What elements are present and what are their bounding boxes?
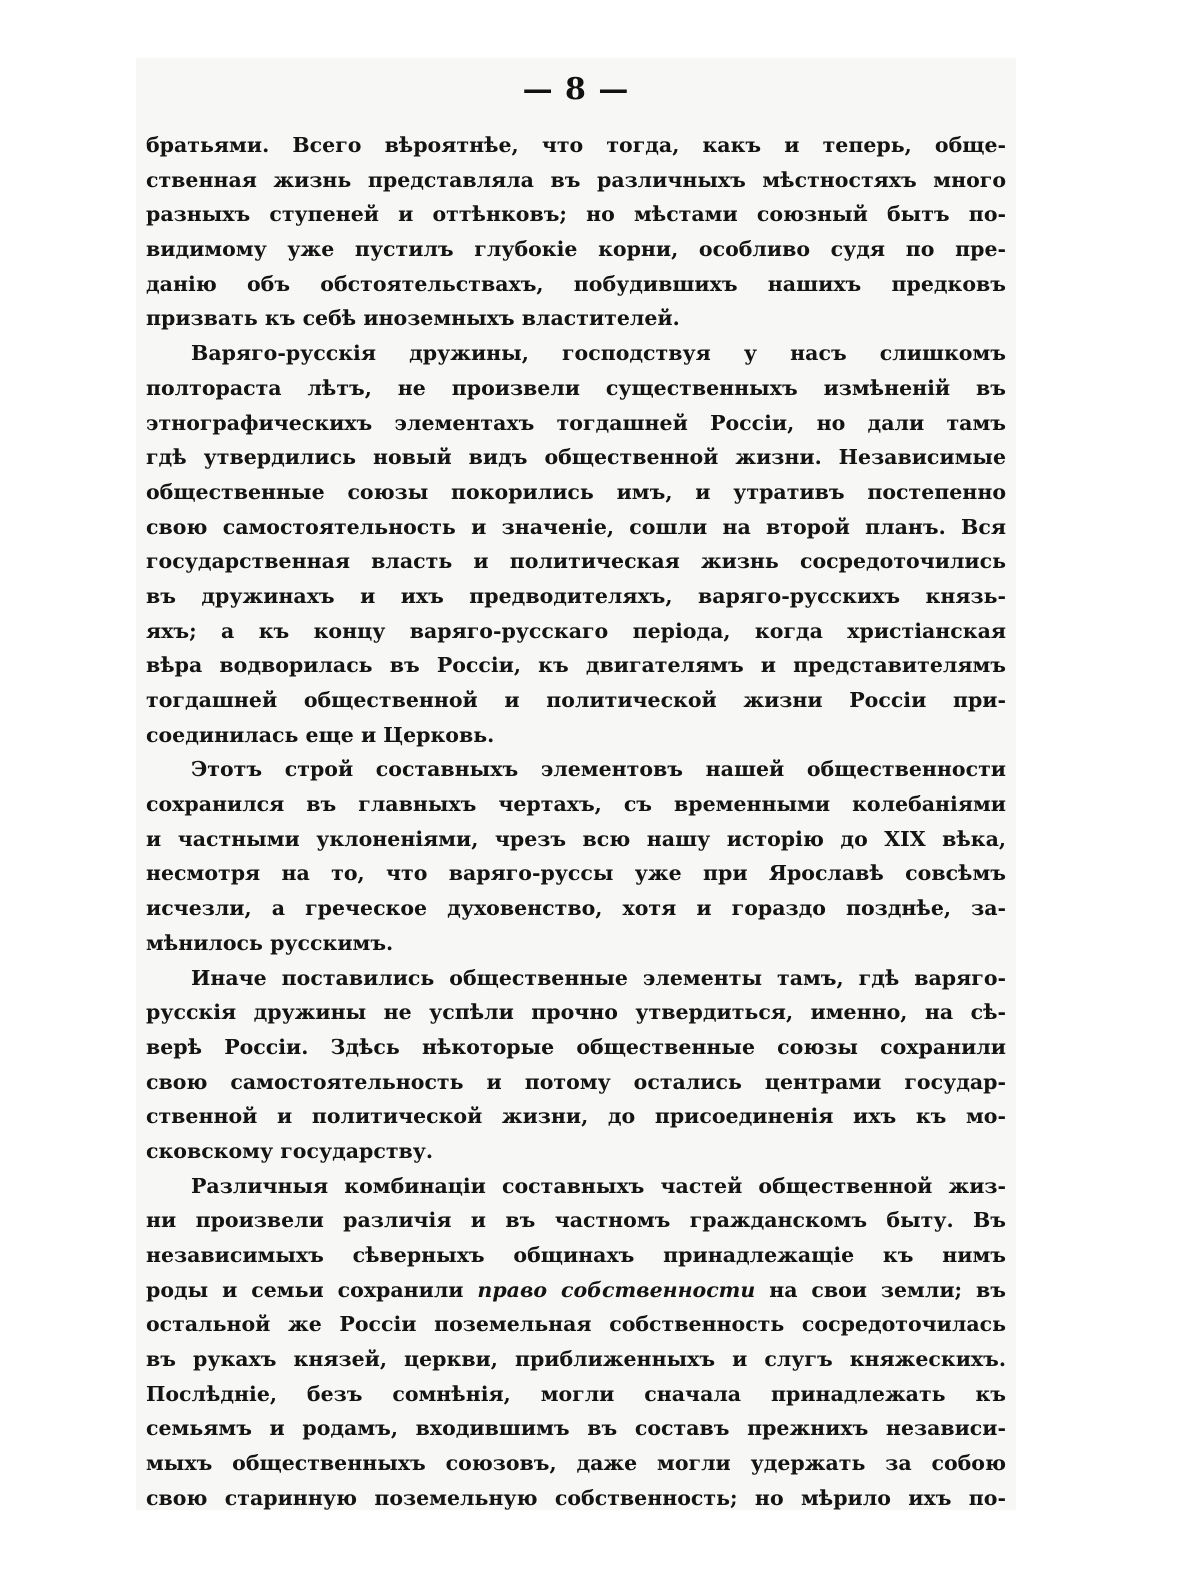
text-line: видимому уже пустилъ глубокіе корни, особливо судя по пре-	[146, 237, 1006, 262]
text-line: тогдашней общественной и политической жизни Россіи при-	[146, 688, 1006, 712]
text-line: этнографическихъ элементахъ тогдашней Россіи, но дали тамъ	[146, 410, 1006, 435]
text-line: свою самостоятельность и потому остались центрами государ-	[146, 1069, 1006, 1094]
paragraph-start-line: Иначе поставились общественные элементы тамъ, гдѣ варяго-	[191, 965, 1006, 990]
page-text	[146, 128, 1006, 1516]
text-line: братьями. Всего вѣроятнѣе, что тогда, какъ и теперь, обще-	[146, 133, 1006, 157]
text-line: мѣнилось русскимъ.	[146, 930, 394, 955]
text-line: полтораста лѣтъ, не произвели существенныхъ измѣненій въ	[146, 375, 1006, 400]
text-line: ственной и политической жизни, до присоединенія ихъ къ мо-	[146, 1104, 1006, 1129]
text-line: разныхъ ступеней и оттѣнковъ; но мѣстами союзный бытъ по-	[146, 202, 1006, 227]
text-line: государственная власть и политическая жизнь сосредоточились	[146, 549, 1006, 574]
text-line: остальной же Россіи поземельная собственность сосредоточилась	[146, 1312, 1006, 1337]
text-line: семьямъ и родамъ, входившимъ въ составъ прежнихъ независи-	[146, 1416, 1006, 1441]
text-line: независимыхъ сѣверныхъ общинахъ принадлежащіе къ нимъ	[146, 1243, 1006, 1267]
text-line: свою старинную поземельную собственность; но мѣрило ихъ по-	[146, 1485, 1006, 1510]
text-line: ни произвели различія и въ частномъ гражданскомъ быту. Въ	[146, 1208, 1006, 1233]
page-number: — 8 —	[522, 72, 630, 107]
text-line: и частными уклоненіями, чрезъ всю нашу исторію до XIX вѣка,	[146, 826, 1006, 851]
text-line: верѣ Россіи. Здѣсь нѣкоторые общественные союзы сохранили	[146, 1034, 1006, 1059]
text-line: призвать къ себѣ иноземныхъ властителей.	[146, 306, 680, 331]
text-line: въ дружинахъ и ихъ предводителяхъ, варяго-русскихъ князь-	[146, 583, 1006, 608]
text-line: Послѣдніе, безъ сомнѣнія, могли сначала принадлежать къ	[146, 1381, 1006, 1406]
text-line: сковскому государству.	[146, 1138, 434, 1163]
text-run: роды и семьи сохранили	[146, 1277, 464, 1302]
text-line: исчезли, а греческое духовенство, хотя и гораздо позднѣе, за-	[146, 896, 1006, 921]
text-line: несмотря на то, что варяго-руссы уже при Ярославѣ совсѣмъ	[146, 861, 1006, 886]
text-line: мыхъ общественныхъ союзовъ, даже могли удержать за собою	[146, 1451, 1006, 1476]
italic-phrase: право собственности	[477, 1277, 756, 1302]
text-line: русскія дружины не успѣли прочно утвердиться, именно, на сѣ-	[146, 1000, 1006, 1025]
paragraph-start-line: Варяго-русскія дружины, господствуя у насъ слишкомъ	[191, 341, 1006, 366]
text-line: общественные союзы покорились имъ, и утративъ постепенно	[146, 479, 1006, 504]
text-line: гдѣ утвердились новый видъ общественной жизни. Независимые	[146, 445, 1006, 470]
text-run: на свои земли; въ	[769, 1277, 1006, 1302]
book-page	[136, 58, 1016, 1510]
text-line: свою самостоятельность и значеніе, сошли на второй планъ. Вся	[146, 514, 1006, 539]
paragraph-start-line: Различныя комбинаціи составныхъ частей общественной жиз-	[191, 1173, 1006, 1198]
text-line: соединилась еще и Церковь.	[146, 722, 495, 747]
text-line: данію объ обстоятельствахъ, побудившихъ нашихъ предковъ	[146, 271, 1006, 296]
text-line-with-italic	[146, 1273, 1006, 1308]
paragraph-start-line: Этотъ строй составныхъ элементовъ нашей общественности	[191, 757, 1006, 782]
text-line: сохранился въ главныхъ чертахъ, съ временными колебаніями	[146, 792, 1006, 817]
text-line: вѣра водворилась въ Россіи, къ двигателямъ и представителямъ	[146, 653, 1006, 678]
text-line: яхъ; а къ концу варяго-русскаго періода, когда христіанская	[146, 618, 1006, 643]
text-line: ственная жизнь представляла въ различныхъ мѣстностяхъ много	[146, 167, 1006, 192]
text-line: въ рукахъ князей, церкви, приближенныхъ и слугъ княжескихъ.	[146, 1347, 1006, 1372]
